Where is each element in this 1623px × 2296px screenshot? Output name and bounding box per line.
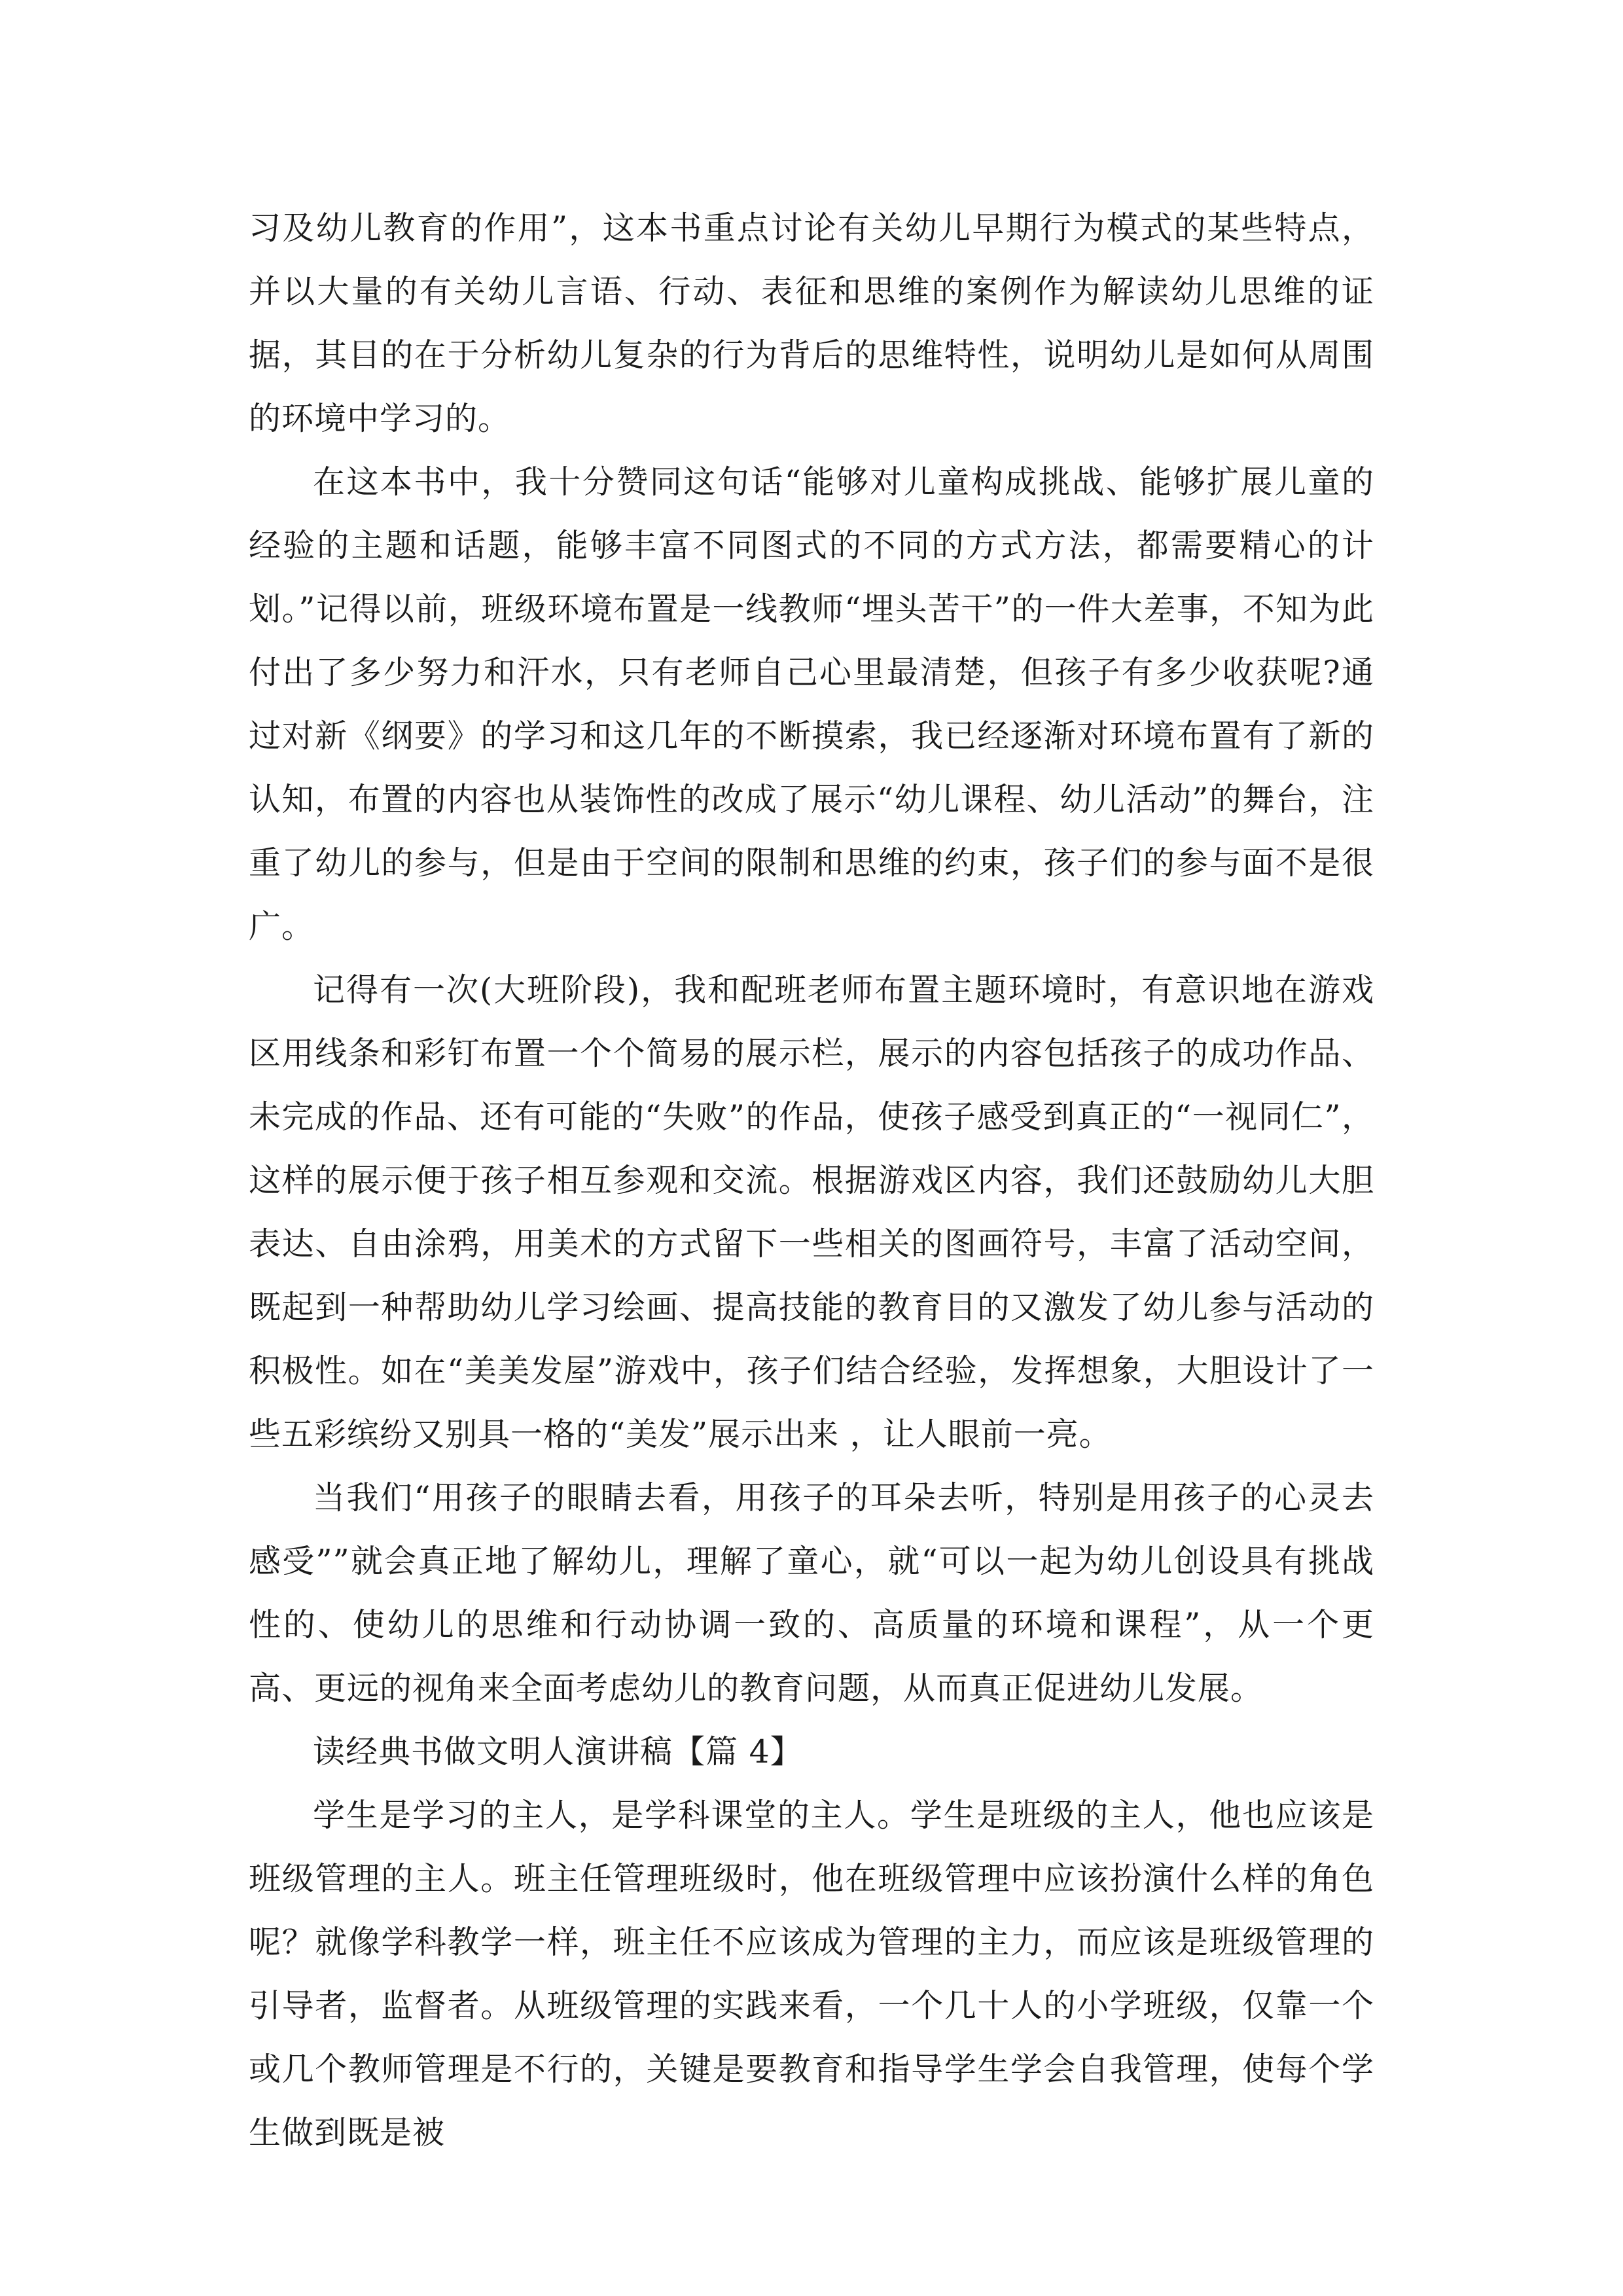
paragraph: 记得有一次(大班阶段)，我和配班老师布置主题环境时，有意识地在游戏区用线条和彩钉布置一个个简易的展示栏，展示的内容包括孩子的成功作品、未完成的作品、还有可能的“失败”的作品，使孩子感受到真正的“一视同仁”，这样的展示便于孩子相互参观和交流。根据游戏区内容，我们还鼓励幼儿大胆表达、自由涂鸦，用美术的方式留下一些相关的图画符号，丰富了活动空间，既起到一种帮助幼儿学习绘画、提高技能的教育目的又激发了幼儿参与活动的积极性。如在“美美发屋”游戏中，孩子们结合经验，发挥想象，大胆设计了一些五彩缤纷又别具一格的“美发”展示出来 ，让人眼前一亮。	[249, 971, 1374, 1453]
section-heading: 读经典书做文明人演讲稿【篇 4】	[313, 1733, 803, 1770]
paragraph: 在这本书中，我十分赞同这句话“能够对儿童构成挑战、能够扩展儿童的经验的主题和话题，能够丰富不同图式的不同的方式方法，都需要精心的计划。”记得以前，班级环境布置是一线教师“埋头苦干”的一件大差事，不知为此付出了多少努力和汗水，只有老师自己心里最清楚，但孩子有多少收获呢?通过对新《纲要》的学习和这几年的不断摸索，我已经逐渐对环境布置有了新的认知，布置的内容也从装饰性的改成了展示“幼儿课程、幼儿活动”的舞台，注重了幼儿的参与，但是由于空间的限制和思维的约束，孩子们的参与面不是很广。	[249, 463, 1374, 945]
paragraph: 学生是学习的主人，是学科课堂的主人。学生是班级的主人，他也应该是班级管理的主人。班主任管理班级时，他在班级管理中应该扮演什么样的角色呢？就像学科教学一样，班主任不应该成为管理的主力，而应该是班级管理的引导者，监督者。从班级管理的实践来看，一个几十人的小学班级，仅靠一个或几个教师管理是不行的，关键是要教育和指导学生学会自我管理，使每个学生做到既是被	[249, 1797, 1374, 2151]
paragraph-continued: 习及幼儿教育的作用”，这本书重点讨论有关幼儿早期行为模式的某些特点，并以大量的有关幼儿言语、行动、表征和思维的案例作为解读幼儿思维的证据，其目的在于分析幼儿复杂的行为背后的思维特性，说明幼儿是如何从周围的环境中学习的。	[249, 209, 1374, 437]
paragraph: 当我们“用孩子的眼睛去看，用孩子的耳朵去听，特别是用孩子的心灵去感受””就会真正地了解幼儿，理解了童心，就“可以一起为幼儿创设具有挑战性的、使幼儿的思维和行动协调一致的、高质量的环境和课程”，从一个更高、更远的视角来全面考虑幼儿的教育问题，从而真正促进幼儿发展。	[249, 1479, 1374, 1707]
document-page	[249, 196, 1374, 2164]
